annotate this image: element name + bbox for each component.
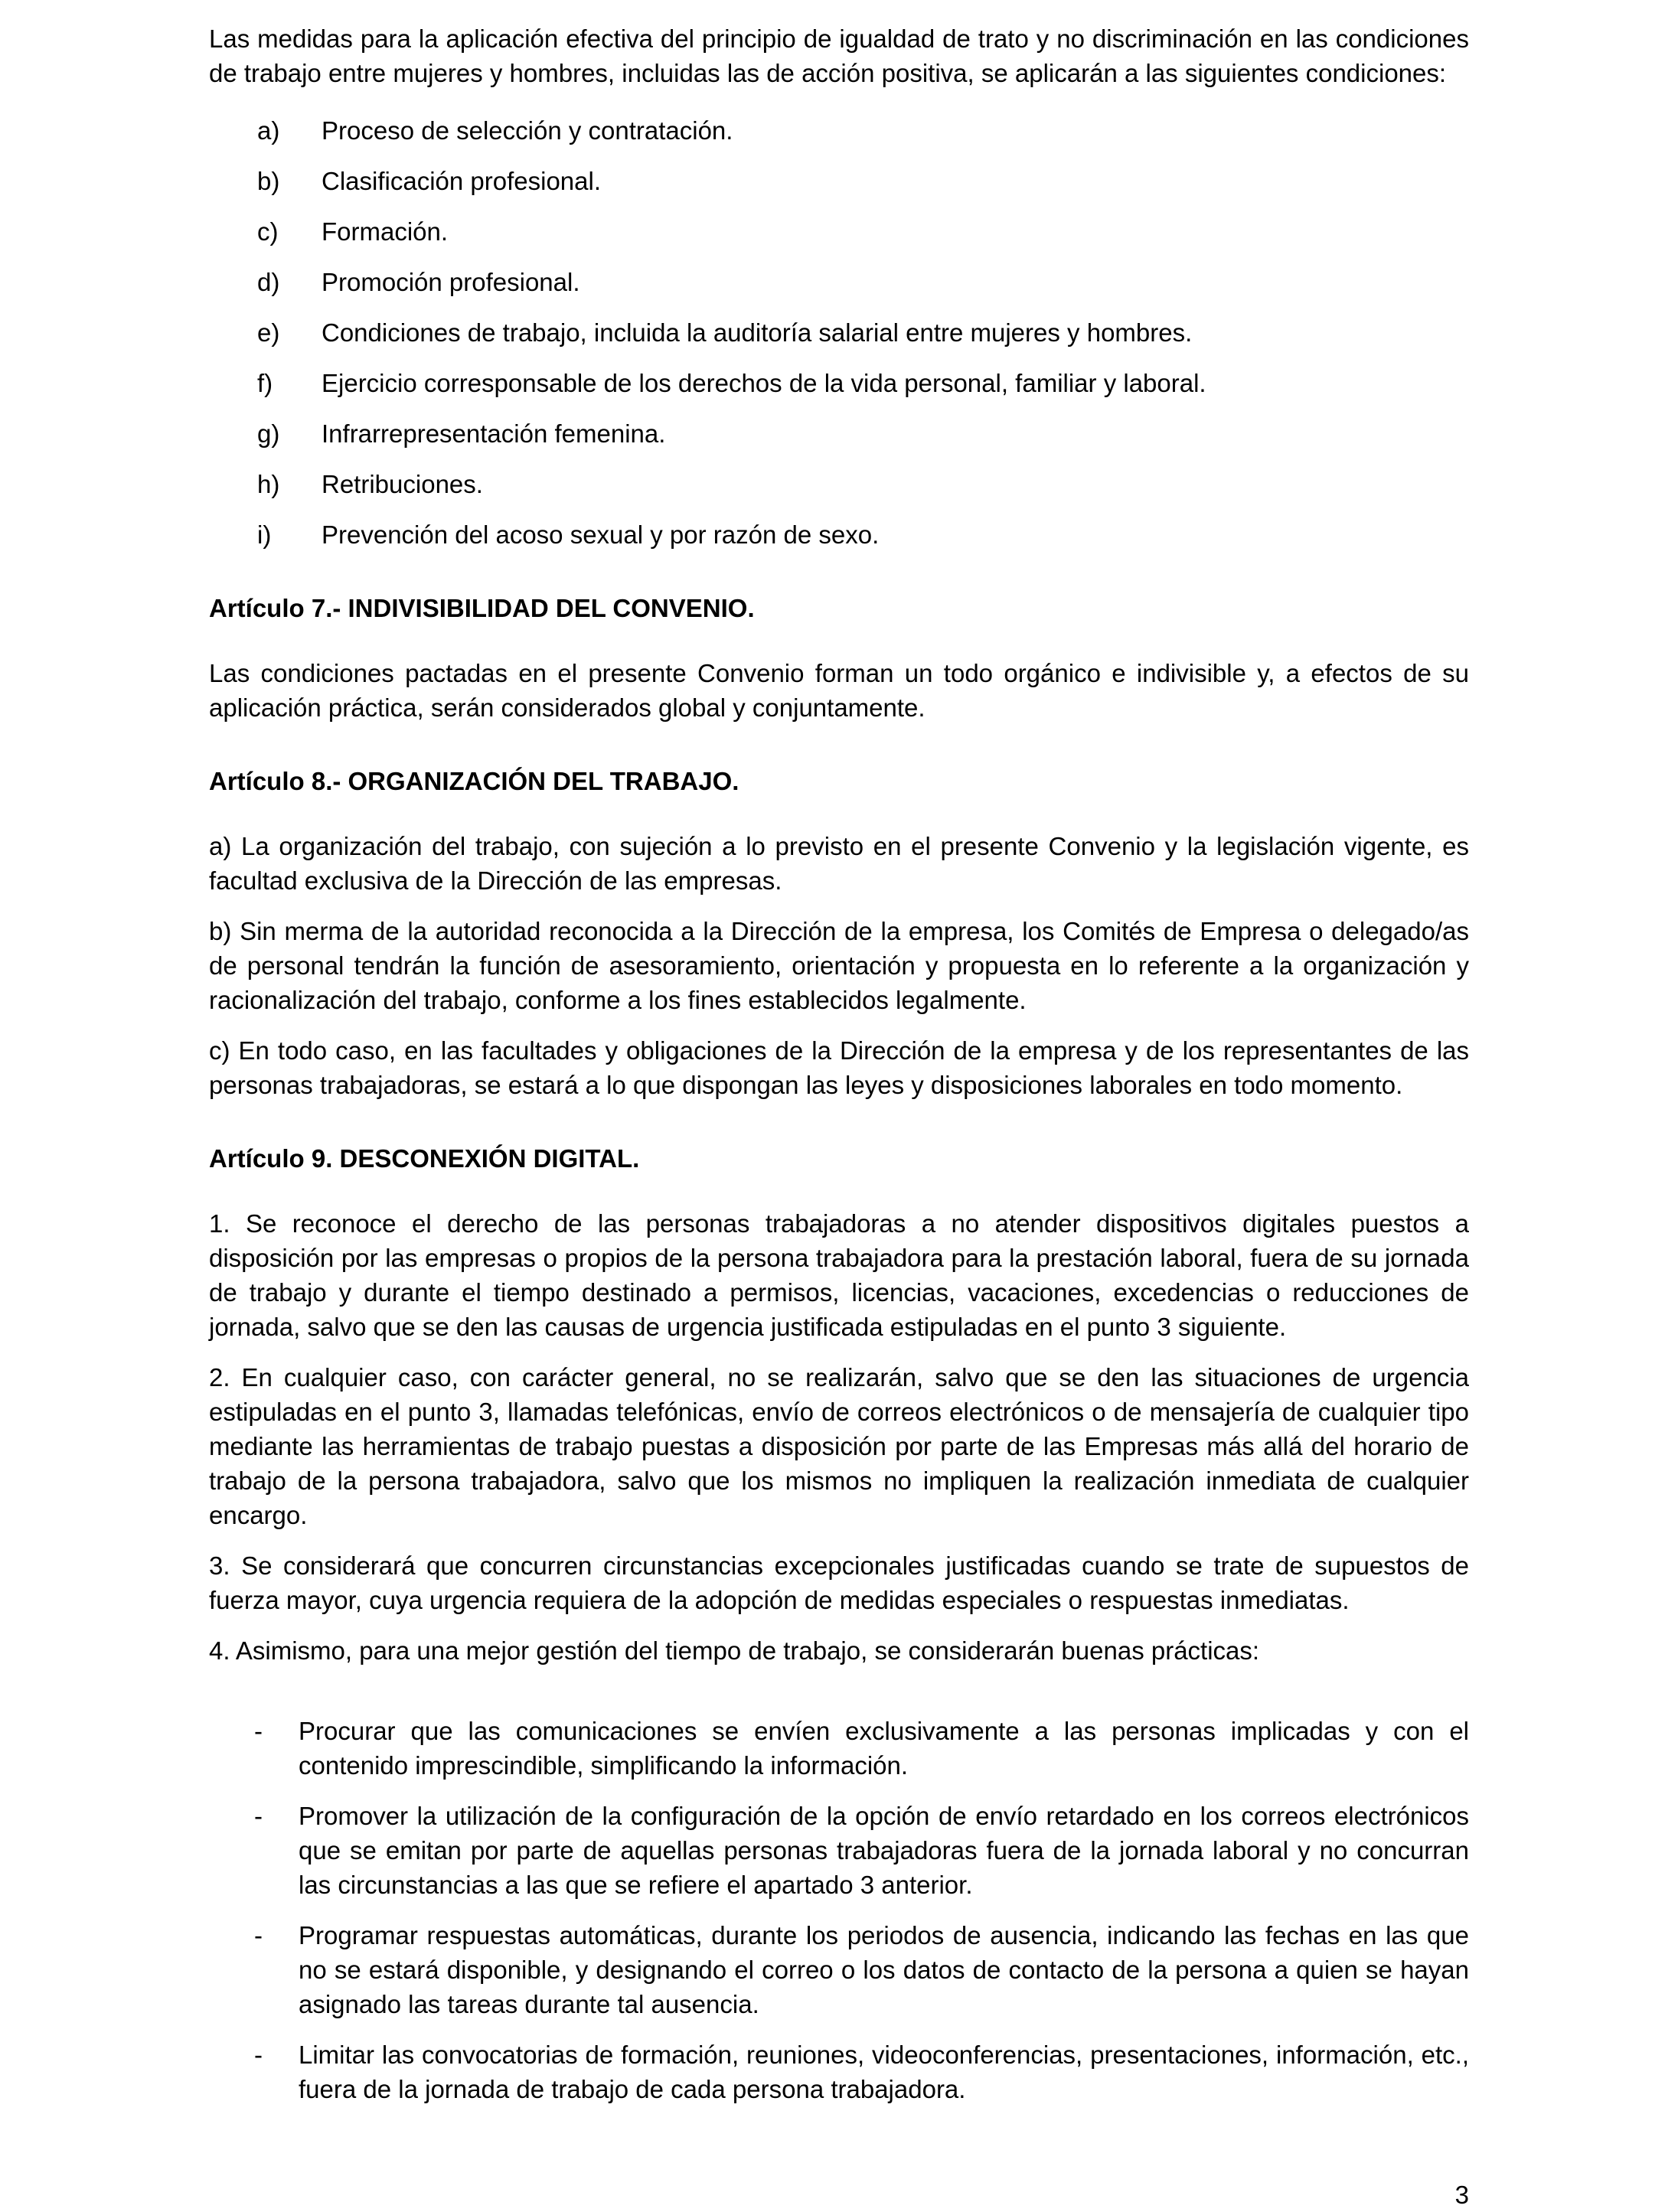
article-7-heading: Artículo 7.- INDIVISIBILIDAD DEL CONVENIO. (209, 594, 755, 622)
article-7-paragraph: Las condiciones pactadas en el presente Convenio forman un todo orgánico e indivisible y, a efectos de su aplicación práctica, serán considerados global y conjuntamente. (209, 659, 1469, 722)
list-item (209, 1918, 1469, 2021)
list-item-text: Promover la utilización de la configuración de la opción de envío retardado en los correos electrónicos que se emitan por parte de aquellas personas trabajadoras fuera de la jornada laboral y no concurran las circunstancias a las que se refiere el apartado 3 anterior. (299, 1802, 1469, 1899)
list-item (209, 1799, 1469, 1902)
list-marker: a) (257, 116, 280, 145)
list-item (209, 366, 1469, 400)
list-item-text: Condiciones de trabajo, incluida la auditoría salarial entre mujeres y hombres. (322, 318, 1193, 347)
list-item (209, 265, 1469, 299)
list-item (209, 164, 1469, 198)
list-item-text: Procurar que las comunicaciones se envíen exclusivamente a las personas implicadas y con el contenido imprescindible, simplificando la información. (299, 1717, 1469, 1780)
list-item-text: Proceso de selección y contratación. (322, 116, 733, 145)
list-marker: h) (257, 470, 280, 498)
list-marker: f) (257, 369, 273, 397)
list-item-text: Clasificación profesional. (322, 167, 602, 195)
list-item-text: Prevención del acoso sexual y por razón de sexo. (322, 520, 880, 549)
list-item (209, 1714, 1469, 1783)
list-item (209, 113, 1469, 148)
list-item-text: Infrarrepresentación femenina. (322, 419, 666, 448)
list-item-text: Programar respuestas automáticas, durante los periodos de ausencia, indicando las fechas en las que no se estará disponible, y designando el correo o los datos de contacto de la persona a quien se hayan asignado las tareas durante tal ausencia. (299, 1921, 1469, 2018)
article-9-paragraph-3: 3. Se considerará que concurren circunstancias excepcionales justificadas cuando se trate de supuestos de fuerza mayor, cuya urgencia requiera de la adopción de medidas especiales o respuestas inmediatas. (209, 1551, 1469, 1614)
article-8-paragraph-a: a) La organización del trabajo, con sujeción a lo previsto en el presente Convenio y la legislación vigente, es facultad exclusiva de la Dirección de las empresas. (209, 832, 1469, 895)
list-marker: b) (257, 167, 280, 195)
list-marker: e) (257, 318, 280, 347)
article-9-paragraph-2: 2. En cualquier caso, con carácter general, no se realizarán, salvo que se den las situaciones de urgencia estipuladas en el punto 3, llamadas telefónicas, envío de correos electrónicos o de mensajería de cualquier tipo mediante las herramientas de trabajo puestas a disposición por parte de las Empresas más allá del horario de trabajo de la persona trabajadora, salvo que los mismos no impliquen la realización inmediata de cualquier encargo. (209, 1363, 1469, 1529)
list-item-text: Promoción profesional. (322, 268, 580, 296)
list-item-text: Retribuciones. (322, 470, 483, 498)
dash-marker: - (254, 2041, 263, 2069)
list-item (209, 416, 1469, 451)
list-item-text: Formación. (322, 217, 449, 246)
letter-list (209, 113, 1469, 552)
list-item (209, 467, 1469, 501)
article-9-paragraph-4: 4. Asimismo, para una mejor gestión del tiempo de trabajo, se considerarán buenas prácticas: (209, 1636, 1260, 1665)
best-practices-list (209, 1714, 1469, 2106)
list-item (209, 2037, 1469, 2106)
list-marker: g) (257, 419, 280, 448)
article-8-paragraph-c: c) En todo caso, en las facultades y obligaciones de la Dirección de la empresa y de los representantes de las personas trabajadoras, se estará a lo que dispongan las leyes y disposiciones laborales en todo momento. (209, 1036, 1469, 1099)
list-item-text: Ejercicio corresponsable de los derechos de la vida personal, familiar y laboral. (322, 369, 1206, 397)
dash-marker: - (254, 1921, 263, 1949)
page-content (209, 21, 1469, 2122)
article-9-heading: Artículo 9. DESCONEXIÓN DIGITAL. (209, 1144, 640, 1173)
article-9-paragraph-1: 1. Se reconoce el derecho de las personas trabajadoras a no atender dispositivos digitales puestos a disposición por las empresas o propios de la persona trabajadora para la prestación laboral, fuera de su jornada de trabajo y durante el tiempo destinado a permisos, licencias, vacaciones, excedencias o reducciones de jornada, salvo que se den las causas de urgencia justificada estipuladas en el punto 3 siguiente. (209, 1209, 1469, 1341)
list-marker: d) (257, 268, 280, 296)
page-number: 3 (1454, 2181, 1469, 2209)
article-8-paragraph-b: b) Sin merma de la autoridad reconocida a la Dirección de la empresa, los Comités de Empresa o delegado/as de personal tendrán la función de asesoramiento, orientación y propuesta en lo referente a la organización y racionalización del trabajo, conforme a los fines establecidos legalmente. (209, 917, 1469, 1014)
dash-marker: - (254, 1717, 263, 1745)
list-item (209, 214, 1469, 249)
list-item-text: Limitar las convocatorias de formación, reuniones, videoconferencias, presentaciones, información, etc., fuera de la jornada de trabajo de cada persona trabajadora. (299, 2041, 1469, 2103)
list-marker: c) (257, 217, 279, 246)
list-marker: i) (257, 520, 272, 549)
dash-marker: - (254, 1802, 263, 1830)
list-item (209, 315, 1469, 350)
intro-paragraph: Las medidas para la aplicación efectiva del principio de igualdad de trato y no discriminación en las condiciones de trabajo entre mujeres y hombres, incluidas las de acción positiva, se aplicarán a las siguientes condiciones: (209, 24, 1469, 87)
list-item (209, 517, 1469, 552)
article-8-heading: Artículo 8.- ORGANIZACIÓN DEL TRABAJO. (209, 767, 739, 795)
